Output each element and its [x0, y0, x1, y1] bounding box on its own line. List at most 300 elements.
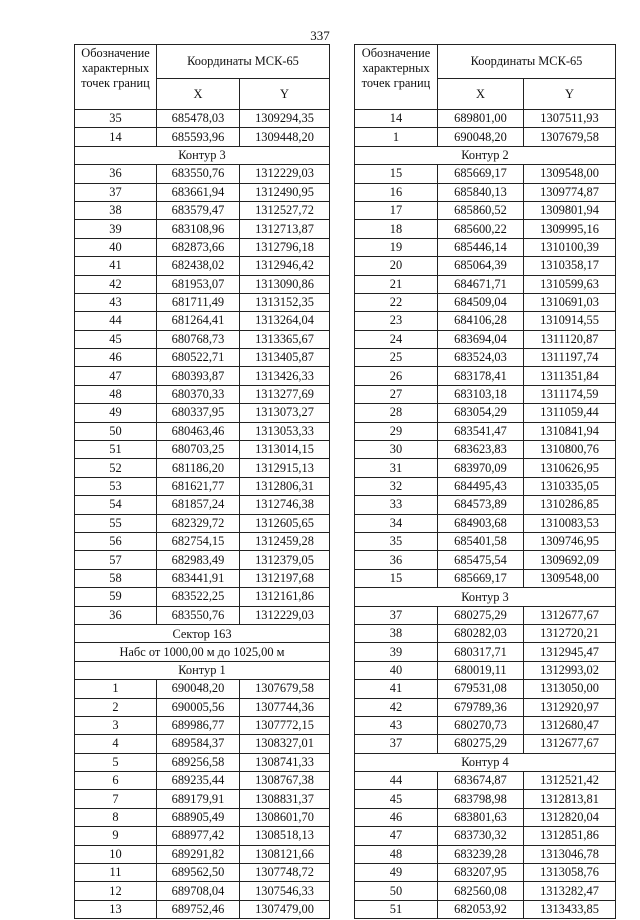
y-coordinate-cell: 1311351,84: [524, 367, 616, 385]
y-coordinate-cell: 1313014,15: [240, 441, 330, 459]
table-row: [355, 312, 616, 330]
x-coordinate-cell: 683054,29: [438, 404, 524, 422]
table-row: [355, 606, 616, 624]
point-id-cell: 33: [355, 496, 438, 514]
point-id-cell: 43: [75, 293, 157, 311]
x-coordinate-cell: 684903,68: [438, 514, 524, 532]
y-coordinate-cell: 1313053,33: [240, 422, 330, 440]
x-coordinate-cell: 683623,83: [438, 441, 524, 459]
section-title: Контур 3: [355, 588, 616, 606]
point-id-cell: 22: [355, 293, 438, 311]
x-coordinate-cell: 685860,52: [438, 201, 524, 219]
section-header-row: [75, 624, 330, 642]
point-id-cell: 4: [75, 735, 157, 753]
point-id-cell: 45: [355, 790, 438, 808]
table-row: [75, 441, 330, 459]
table-row: [355, 882, 616, 900]
point-id-cell: 38: [75, 201, 157, 219]
table-row: [355, 532, 616, 550]
table-row: [75, 514, 330, 532]
x-coordinate-cell: 680282,03: [438, 624, 524, 642]
point-id-cell: 37: [355, 735, 438, 753]
x-coordinate-cell: 689584,37: [157, 735, 240, 753]
table-row: [355, 643, 616, 661]
table-row: [355, 201, 616, 219]
x-coordinate-cell: 680337,95: [157, 404, 240, 422]
x-coordinate-cell: 690048,20: [438, 128, 524, 146]
x-coordinate-cell: 683441,91: [157, 569, 240, 587]
table-row: [75, 845, 330, 863]
x-coordinate-cell: 682560,08: [438, 882, 524, 900]
x-coordinate-cell: 682329,72: [157, 514, 240, 532]
section-header-row: [75, 643, 330, 661]
point-id-cell: 49: [75, 404, 157, 422]
y-coordinate-cell: 1312677,67: [524, 606, 616, 624]
x-coordinate-cell: 689256,58: [157, 753, 240, 771]
table-row: [75, 698, 330, 716]
point-id-cell: 56: [75, 532, 157, 550]
point-id-cell: 58: [75, 569, 157, 587]
table-row: [355, 569, 616, 587]
y-coordinate-cell: 1310599,63: [524, 275, 616, 293]
point-id-cell: 39: [355, 643, 438, 661]
x-coordinate-cell: 685478,03: [157, 110, 240, 128]
x-coordinate-cell: 682438,02: [157, 257, 240, 275]
y-coordinate-cell: 1310626,95: [524, 459, 616, 477]
y-coordinate-cell: 1312161,86: [240, 588, 330, 606]
point-id-cell: 43: [355, 716, 438, 734]
point-designation-header: Обозначение характерных точек границ: [355, 45, 438, 110]
point-id-cell: 5: [75, 753, 157, 771]
y-coordinate-cell: 1313282,47: [524, 882, 616, 900]
point-id-cell: 54: [75, 496, 157, 514]
y-coordinate-cell: 1310800,76: [524, 441, 616, 459]
y-coordinate-cell: 1307772,15: [240, 716, 330, 734]
table-row: [75, 569, 330, 587]
table-row: [355, 514, 616, 532]
x-coordinate-cell: 683108,96: [157, 220, 240, 238]
table-row: [355, 808, 616, 826]
section-title: Контур 1: [75, 661, 330, 679]
table-row: [75, 385, 330, 403]
point-id-cell: 15: [355, 569, 438, 587]
table-row: [75, 275, 330, 293]
point-id-cell: 14: [355, 110, 438, 128]
point-id-cell: 44: [75, 312, 157, 330]
point-id-cell: 14: [75, 128, 157, 146]
y-coordinate-cell: 1312197,68: [240, 569, 330, 587]
table-row: [75, 606, 330, 624]
x-coordinate-cell: 683798,98: [438, 790, 524, 808]
x-coordinate-cell: 683522,25: [157, 588, 240, 606]
x-coordinate-cell: 689986,77: [157, 716, 240, 734]
section-title: Контур 4: [355, 753, 616, 771]
y-coordinate-cell: 1312806,31: [240, 477, 330, 495]
table-row: [355, 845, 616, 863]
coordinates-header: Координаты МСК-65: [438, 45, 616, 79]
point-id-cell: 21: [355, 275, 438, 293]
point-id-cell: 29: [355, 422, 438, 440]
point-id-cell: 31: [355, 459, 438, 477]
point-id-cell: 20: [355, 257, 438, 275]
x-coordinate-cell: 681953,07: [157, 275, 240, 293]
point-id-cell: 6: [75, 772, 157, 790]
y-coordinate-cell: 1313433,85: [524, 900, 616, 918]
table-row: [75, 882, 330, 900]
y-coordinate-cell: 1308831,37: [240, 790, 330, 808]
y-coordinate-cell: 1313277,69: [240, 385, 330, 403]
x-coordinate-cell: 680317,71: [438, 643, 524, 661]
y-coordinate-cell: 1312459,28: [240, 532, 330, 550]
table-row: [355, 624, 616, 642]
point-id-cell: 42: [355, 698, 438, 716]
y-coordinate-cell: 1308327,01: [240, 735, 330, 753]
point-designation-header: Обозначение характерных точек границ: [75, 45, 157, 110]
table-row: [355, 293, 616, 311]
point-id-cell: 12: [75, 882, 157, 900]
point-id-cell: 50: [75, 422, 157, 440]
point-id-cell: 51: [355, 900, 438, 918]
point-id-cell: 59: [75, 588, 157, 606]
point-id-cell: 26: [355, 367, 438, 385]
x-coordinate-cell: 683801,63: [438, 808, 524, 826]
point-id-cell: 9: [75, 827, 157, 845]
y-coordinate-cell: 1313046,78: [524, 845, 616, 863]
point-id-cell: 34: [355, 514, 438, 532]
table-row: [75, 864, 330, 882]
y-coordinate-cell: 1313050,00: [524, 680, 616, 698]
section-title: Набс от 1000,00 м до 1025,00 м: [75, 643, 330, 661]
y-coordinate-cell: 1312527,72: [240, 201, 330, 219]
x-coordinate-cell: 684495,43: [438, 477, 524, 495]
table-row: [75, 735, 330, 753]
table-row: [355, 183, 616, 201]
x-coordinate-cell: 680522,71: [157, 349, 240, 367]
section-title: Контур 2: [355, 146, 616, 164]
x-coordinate-cell: 685840,13: [438, 183, 524, 201]
x-coordinate-cell: 685064,39: [438, 257, 524, 275]
point-id-cell: 19: [355, 238, 438, 256]
x-coordinate-cell: 683579,47: [157, 201, 240, 219]
y-coordinate-cell: 1313426,33: [240, 367, 330, 385]
x-coordinate-cell: 690005,56: [157, 698, 240, 716]
table-row: [75, 496, 330, 514]
x-coordinate-cell: 680270,73: [438, 716, 524, 734]
table-row: [75, 790, 330, 808]
point-id-cell: 3: [75, 716, 157, 734]
y-coordinate-cell: 1312993,02: [524, 661, 616, 679]
point-id-cell: 51: [75, 441, 157, 459]
table-row: [355, 551, 616, 569]
table-row: [355, 330, 616, 348]
y-coordinate-cell: 1310335,05: [524, 477, 616, 495]
section-title: Сектор 163: [75, 624, 330, 642]
x-coordinate-cell: 681186,20: [157, 459, 240, 477]
point-id-cell: 47: [355, 827, 438, 845]
table-row: [355, 110, 616, 128]
y-coordinate-cell: 1312746,38: [240, 496, 330, 514]
point-id-cell: 23: [355, 312, 438, 330]
point-id-cell: 17: [355, 201, 438, 219]
table-row: [355, 661, 616, 679]
table-row: [355, 385, 616, 403]
y-column-header: Y: [240, 79, 330, 110]
x-coordinate-cell: 683207,95: [438, 864, 524, 882]
section-header-row: [355, 146, 616, 164]
section-header-row: [355, 753, 616, 771]
y-coordinate-cell: 1310691,03: [524, 293, 616, 311]
x-coordinate-cell: 679789,36: [438, 698, 524, 716]
y-coordinate-cell: 1312713,87: [240, 220, 330, 238]
x-coordinate-cell: 683674,87: [438, 772, 524, 790]
y-coordinate-cell: 1311174,59: [524, 385, 616, 403]
table-row: [355, 459, 616, 477]
y-coordinate-cell: 1311059,44: [524, 404, 616, 422]
point-id-cell: 8: [75, 808, 157, 826]
x-coordinate-cell: 690048,20: [157, 680, 240, 698]
x-coordinate-cell: 683661,94: [157, 183, 240, 201]
x-coordinate-cell: 683239,28: [438, 845, 524, 863]
point-id-cell: 47: [75, 367, 157, 385]
x-coordinate-cell: 685669,17: [438, 165, 524, 183]
point-id-cell: 57: [75, 551, 157, 569]
x-coordinate-cell: 683178,41: [438, 367, 524, 385]
x-coordinate-cell: 683103,18: [438, 385, 524, 403]
y-coordinate-cell: 1312521,42: [524, 772, 616, 790]
y-coordinate-cell: 1312851,86: [524, 827, 616, 845]
point-id-cell: 41: [355, 680, 438, 698]
table-row: [75, 680, 330, 698]
table-row: [355, 238, 616, 256]
y-coordinate-cell: 1309294,35: [240, 110, 330, 128]
y-coordinate-cell: 1312796,18: [240, 238, 330, 256]
table-row: [355, 165, 616, 183]
point-id-cell: 1: [75, 680, 157, 698]
y-coordinate-cell: 1308741,33: [240, 753, 330, 771]
y-coordinate-cell: 1310358,17: [524, 257, 616, 275]
x-coordinate-cell: 689752,46: [157, 900, 240, 918]
x-coordinate-cell: 681621,77: [157, 477, 240, 495]
table-row: [75, 293, 330, 311]
y-coordinate-cell: 1313058,76: [524, 864, 616, 882]
point-id-cell: 35: [355, 532, 438, 550]
table-row: [355, 496, 616, 514]
point-id-cell: 7: [75, 790, 157, 808]
section-header-row: [75, 661, 330, 679]
x-coordinate-cell: 685593,96: [157, 128, 240, 146]
point-id-cell: 36: [355, 551, 438, 569]
point-id-cell: 11: [75, 864, 157, 882]
point-id-cell: 46: [75, 349, 157, 367]
point-id-cell: 41: [75, 257, 157, 275]
table-row: [75, 257, 330, 275]
y-coordinate-cell: 1312680,47: [524, 716, 616, 734]
x-coordinate-cell: 689708,04: [157, 882, 240, 900]
table-row: [75, 312, 330, 330]
x-coordinate-cell: 689235,44: [157, 772, 240, 790]
table-body-right: [355, 110, 616, 919]
x-coordinate-cell: 683694,04: [438, 330, 524, 348]
table-row: [75, 900, 330, 918]
point-id-cell: 15: [355, 165, 438, 183]
point-id-cell: 38: [355, 624, 438, 642]
y-coordinate-cell: 1307511,93: [524, 110, 616, 128]
section-title: Контур 3: [75, 146, 330, 164]
point-id-cell: 10: [75, 845, 157, 863]
page-number: 337: [310, 28, 330, 43]
point-id-cell: 52: [75, 459, 157, 477]
table-body-left: [75, 110, 330, 919]
point-id-cell: 55: [75, 514, 157, 532]
point-id-cell: 53: [75, 477, 157, 495]
table-row: [75, 588, 330, 606]
table-row: [355, 900, 616, 918]
coordinates-table-right: [354, 44, 616, 919]
x-coordinate-cell: 681711,49: [157, 293, 240, 311]
point-id-cell: 42: [75, 275, 157, 293]
table-row: [355, 864, 616, 882]
y-coordinate-cell: 1311197,74: [524, 349, 616, 367]
y-coordinate-cell: 1312820,04: [524, 808, 616, 826]
y-coordinate-cell: 1313264,04: [240, 312, 330, 330]
table-row: [75, 330, 330, 348]
table-row: [75, 220, 330, 238]
x-coordinate-cell: 683550,76: [157, 165, 240, 183]
y-coordinate-cell: 1310100,39: [524, 238, 616, 256]
x-coordinate-cell: 685475,54: [438, 551, 524, 569]
table-row: [355, 275, 616, 293]
table-row: [355, 441, 616, 459]
table-row: [75, 808, 330, 826]
y-coordinate-cell: 1312379,05: [240, 551, 330, 569]
point-id-cell: 50: [355, 882, 438, 900]
y-coordinate-cell: 1310841,94: [524, 422, 616, 440]
y-coordinate-cell: 1312677,67: [524, 735, 616, 753]
y-coordinate-cell: 1307748,72: [240, 864, 330, 882]
x-column-header: X: [157, 79, 240, 110]
y-coordinate-cell: 1313365,67: [240, 330, 330, 348]
table-row: [75, 128, 330, 146]
table-row: [355, 220, 616, 238]
table-row: [75, 422, 330, 440]
x-coordinate-cell: 680703,25: [157, 441, 240, 459]
y-coordinate-cell: 1312915,13: [240, 459, 330, 477]
x-coordinate-cell: 680768,73: [157, 330, 240, 348]
x-coordinate-cell: 682983,49: [157, 551, 240, 569]
y-coordinate-cell: 1309548,00: [524, 569, 616, 587]
table-row: [355, 404, 616, 422]
point-id-cell: 48: [75, 385, 157, 403]
x-coordinate-cell: 680275,29: [438, 735, 524, 753]
x-coordinate-cell: 683541,47: [438, 422, 524, 440]
x-coordinate-cell: 688905,49: [157, 808, 240, 826]
table-row: [355, 477, 616, 495]
point-id-cell: 30: [355, 441, 438, 459]
x-coordinate-cell: 684106,28: [438, 312, 524, 330]
x-coordinate-cell: 688977,42: [157, 827, 240, 845]
y-coordinate-cell: 1313090,86: [240, 275, 330, 293]
y-coordinate-cell: 1307546,33: [240, 882, 330, 900]
x-coordinate-cell: 685401,58: [438, 532, 524, 550]
x-coordinate-cell: 679531,08: [438, 680, 524, 698]
point-id-cell: 28: [355, 404, 438, 422]
y-coordinate-cell: 1311120,87: [524, 330, 616, 348]
x-coordinate-cell: 682754,15: [157, 532, 240, 550]
y-coordinate-cell: 1313405,87: [240, 349, 330, 367]
y-coordinate-cell: 1307744,36: [240, 698, 330, 716]
table-row: [75, 349, 330, 367]
point-id-cell: 16: [355, 183, 438, 201]
y-coordinate-cell: 1312490,95: [240, 183, 330, 201]
y-coordinate-cell: 1312229,03: [240, 165, 330, 183]
x-coordinate-cell: 689291,82: [157, 845, 240, 863]
y-coordinate-cell: 1307679,58: [240, 680, 330, 698]
table-row: [75, 238, 330, 256]
y-coordinate-cell: 1312720,21: [524, 624, 616, 642]
y-coordinate-cell: 1307679,58: [524, 128, 616, 146]
x-coordinate-cell: 684671,71: [438, 275, 524, 293]
y-coordinate-cell: 1307479,00: [240, 900, 330, 918]
coordinates-table-left: [74, 44, 330, 919]
section-header-row: [355, 588, 616, 606]
y-coordinate-cell: 1312945,47: [524, 643, 616, 661]
table-row: [355, 698, 616, 716]
x-coordinate-cell: 689801,00: [438, 110, 524, 128]
x-coordinate-cell: 684573,89: [438, 496, 524, 514]
point-id-cell: 37: [355, 606, 438, 624]
y-coordinate-cell: 1310914,55: [524, 312, 616, 330]
table-row: [75, 110, 330, 128]
table-row: [75, 477, 330, 495]
x-coordinate-cell: 685446,14: [438, 238, 524, 256]
x-coordinate-cell: 680275,29: [438, 606, 524, 624]
y-coordinate-cell: 1309774,87: [524, 183, 616, 201]
table-row: [355, 422, 616, 440]
table-row: [355, 716, 616, 734]
point-id-cell: 48: [355, 845, 438, 863]
table-row: [75, 183, 330, 201]
y-coordinate-cell: 1309448,20: [240, 128, 330, 146]
point-id-cell: 46: [355, 808, 438, 826]
table-row: [75, 551, 330, 569]
x-coordinate-cell: 683550,76: [157, 606, 240, 624]
table-row: [355, 367, 616, 385]
y-coordinate-cell: 1309692,09: [524, 551, 616, 569]
y-column-header: Y: [524, 79, 616, 110]
x-coordinate-cell: 685600,22: [438, 220, 524, 238]
y-coordinate-cell: 1313152,35: [240, 293, 330, 311]
point-id-cell: 36: [75, 606, 157, 624]
point-id-cell: 1: [355, 128, 438, 146]
x-column-header: X: [438, 79, 524, 110]
table-row: [355, 790, 616, 808]
table-row: [75, 459, 330, 477]
point-id-cell: 27: [355, 385, 438, 403]
table-row: [75, 716, 330, 734]
point-id-cell: 35: [75, 110, 157, 128]
x-coordinate-cell: 680370,33: [157, 385, 240, 403]
x-coordinate-cell: 689562,50: [157, 864, 240, 882]
table-row: [355, 735, 616, 753]
table-row: [355, 827, 616, 845]
point-id-cell: 45: [75, 330, 157, 348]
y-coordinate-cell: 1312920,97: [524, 698, 616, 716]
y-coordinate-cell: 1309746,95: [524, 532, 616, 550]
table-row: [75, 753, 330, 771]
x-coordinate-cell: 681857,24: [157, 496, 240, 514]
y-coordinate-cell: 1312229,03: [240, 606, 330, 624]
point-id-cell: 40: [355, 661, 438, 679]
